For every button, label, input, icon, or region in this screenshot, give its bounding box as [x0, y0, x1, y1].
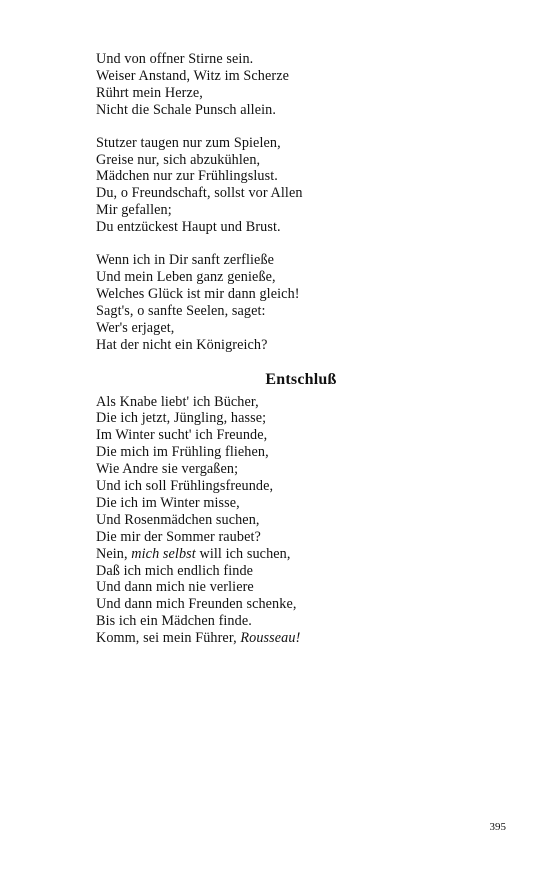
poem-title: Entschluß [265, 370, 337, 388]
verse-line: Du, o Freundschaft, sollst vor Allen [96, 185, 303, 202]
verse-line: Als Knabe liebt' ich Bücher, [96, 393, 259, 410]
verse-line: Daß ich mich endlich finde [96, 562, 254, 579]
verse-line: Und von offner Stirne sein. [96, 51, 254, 67]
verse-line: Und dann mich Freunden schenke, [96, 596, 297, 613]
verse-line: Bis ich ein Mädchen finde. [96, 613, 252, 630]
verse-line: Wer's erjaget, [96, 319, 175, 336]
verse-emphasis: mich selbst [131, 545, 196, 562]
verse-line: Wie Andre sie vergaßen; [96, 461, 239, 478]
page-number: 395 [489, 821, 506, 833]
poem-continued [96, 51, 416, 354]
poem-entschluss [96, 394, 416, 648]
verse-line: Mädchen nur zur Frühlingslust. [96, 168, 278, 185]
verse-text: will ich suchen, [195, 545, 291, 562]
verse-line: Und mein Leben ganz genieße, [96, 268, 276, 285]
verse-line: Nicht die Schale Punsch allein. [96, 101, 277, 118]
verse-line: Mir gefallen; [96, 202, 172, 219]
verse-text: Nein, [96, 545, 132, 562]
page-content [96, 51, 416, 647]
stanza-1 [96, 51, 416, 119]
verse-line: Du entzückest Haupt und Brust. [96, 219, 281, 236]
verse-line: Weiser Anstand, Witz im Scherze [96, 67, 289, 84]
verse-line: Die ich jetzt, Jüngling, hasse; [96, 410, 267, 427]
verse-line: Und ich soll Frühlingsfreunde, [96, 478, 274, 495]
verse-line: Die mir der Sommer raubet? [96, 528, 261, 545]
verse-line: Und dann mich nie verliere [96, 579, 254, 596]
verse-line: Die mich im Frühling fliehen, [96, 444, 269, 461]
verse-line: Welches Glück ist mir dann gleich! [96, 285, 300, 302]
verse-line: Stutzer taugen nur zum Spielen, [96, 134, 281, 151]
verse-line: Sagt's, o sanfte Seelen, saget: [96, 302, 266, 319]
verse-line: Und Rosenmädchen suchen, [96, 511, 260, 528]
stanza-2 [96, 135, 416, 236]
verse-line: Die ich im Winter misse, [96, 494, 240, 511]
verse-line: Wenn ich in Dir sanft zerfließe [96, 252, 275, 269]
verse-line-final [96, 630, 416, 647]
verse-emphasis: Rousseau! [240, 630, 301, 647]
verse-line: Rührt mein Herze, [96, 84, 203, 101]
stanza-3 [96, 252, 416, 353]
verse-text: Komm, sei mein Führer, [96, 630, 241, 647]
verse-line: Hat der nicht ein Königreich? [96, 336, 268, 353]
verse-line: Im Winter sucht' ich Freunde, [96, 427, 268, 444]
verse-line-nein [96, 546, 416, 563]
verse-line: Greise nur, sich abzukühlen, [96, 151, 261, 168]
